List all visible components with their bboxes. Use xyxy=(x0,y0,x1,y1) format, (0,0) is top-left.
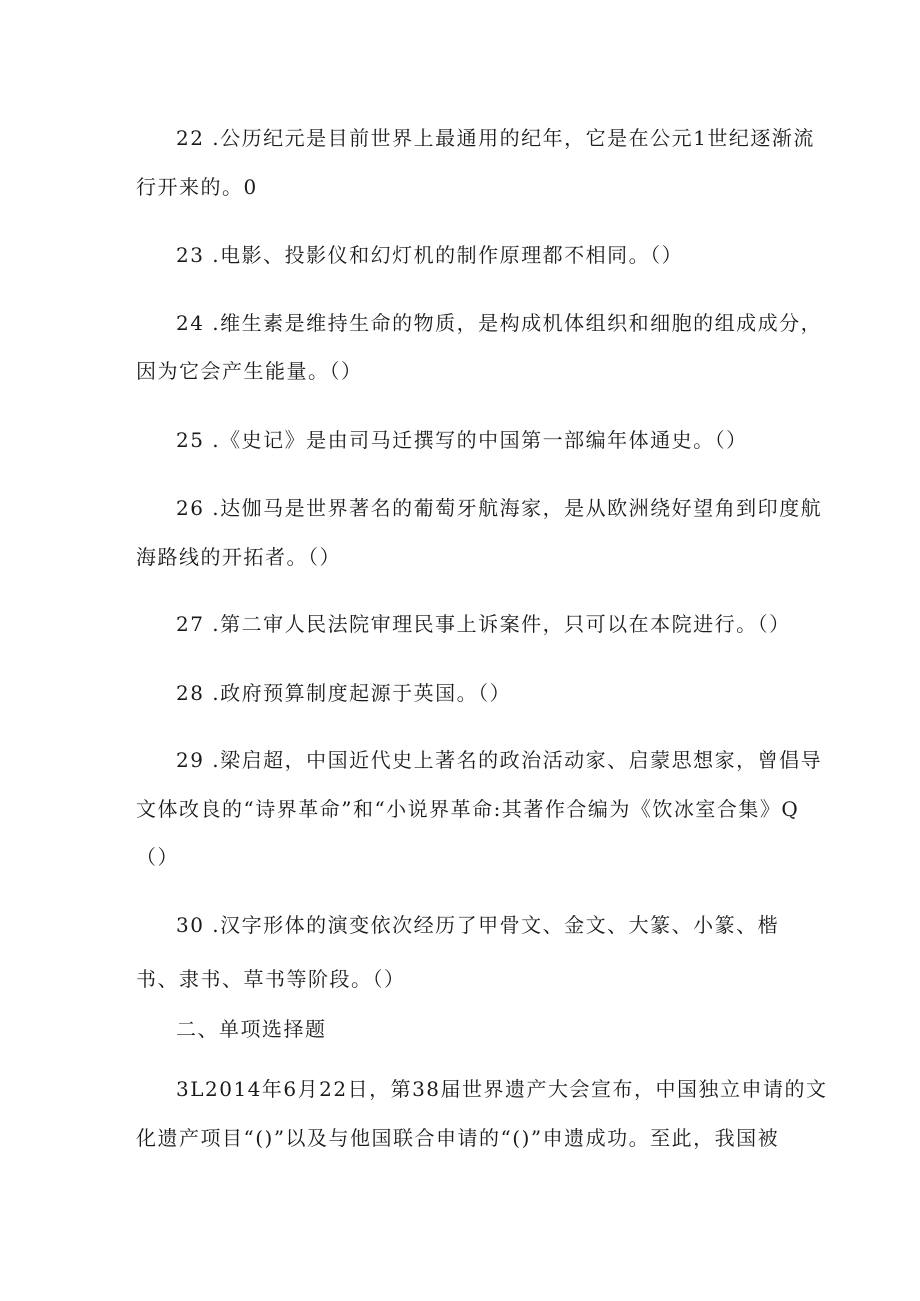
question-31-line-2: 化遗产项目“()”以及与他国联合申请的“()”申遗成功。至此，我国被 xyxy=(136,1126,780,1150)
question-number: 22 xyxy=(176,126,205,150)
question-number: 25 xyxy=(176,428,205,452)
question-26-line-1 xyxy=(176,494,822,522)
question-number: 23 xyxy=(176,243,205,267)
question-26-line-2: 海路线的开拓者。（） xyxy=(136,545,341,569)
question-text: .电影、投影仪和幻灯机的制作原理都不相同。（） xyxy=(204,243,684,267)
question-number: 29 xyxy=(176,748,205,772)
question-number: 26 xyxy=(176,496,205,520)
question-24-line-2: 因为它会产生能量。（） xyxy=(136,359,363,383)
section-heading: 二、单项选择题 xyxy=(176,1017,327,1041)
question-24-line-1 xyxy=(176,309,822,337)
question-text: .梁启超，中国近代史上著名的政治活动家、启蒙思想家，曾倡导 xyxy=(204,748,823,772)
question-30-line-2: 书、隶书、草书等阶段。（） xyxy=(136,967,406,991)
question-text: .公历纪元是目前世界上最通用的纪年，它是在公元1世纪逐渐流 xyxy=(204,126,815,150)
question-text: .政府预算制度起源于英国。（） xyxy=(204,681,512,705)
question-text: .第二审人民法院审理民事上诉案件，只可以在本院进行。（） xyxy=(204,612,791,636)
question-29-line-1 xyxy=(176,746,822,774)
question-25-line-1 xyxy=(176,426,748,454)
question-text: .汉字形体的演变依次经历了甲骨文、金文、大篆、小篆、楷 xyxy=(204,913,780,937)
question-text: .达伽马是世界著名的葡萄牙航海家，是从欧洲绕好望角到印度航 xyxy=(204,496,823,520)
question-22-line-2: 行开来的。0 xyxy=(136,175,258,199)
question-29-line-3: （） xyxy=(136,845,179,869)
question-30-line-1 xyxy=(176,911,779,939)
question-number: 27 xyxy=(176,612,205,636)
question-31-line-1: 3L2014年6月22日，第38届世界遗产大会宣布，中国独立申请的文 xyxy=(176,1077,828,1101)
question-number: 30 xyxy=(176,913,205,937)
question-29-line-2: 文体改良的“诗界革命”和“小说界革命:其著作合编为《饮冰室合集》Q xyxy=(136,797,800,821)
question-23-line-1 xyxy=(176,241,683,269)
question-text: .《史记》是由司马迁撰写的中国第一部编年体通史。（） xyxy=(204,428,748,452)
question-text: .维生素是维持生命的物质，是构成机体组织和细胞的组成成分， xyxy=(204,311,823,335)
question-number: 28 xyxy=(176,681,205,705)
question-22-line-1 xyxy=(176,124,815,152)
question-number: 24 xyxy=(176,311,205,335)
question-27-line-1 xyxy=(176,610,791,638)
question-28-line-1 xyxy=(176,679,511,707)
